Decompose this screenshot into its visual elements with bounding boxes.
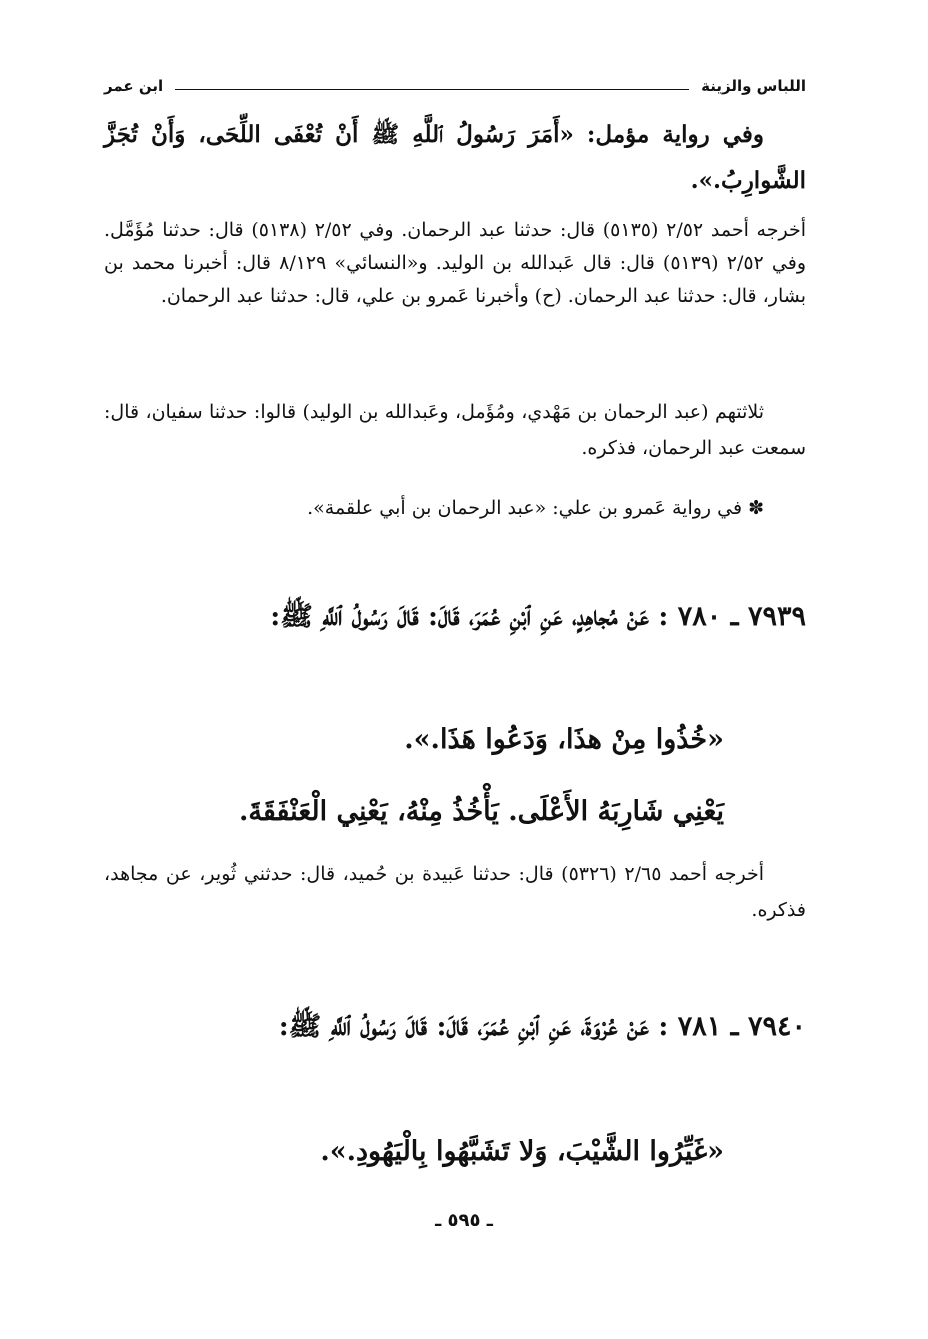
hadith-780-explanation <box>104 782 806 842</box>
hadith-780-explanation-text: يَعْنِي شَارِبَهُ الأَعْلَى. يَأْخُذُ مِنْهُ، يَعْنِي الْعَنْفَقَةَ. <box>238 796 724 827</box>
takhrij-paragraph-1 <box>104 214 806 313</box>
note-paragraph <box>104 490 806 526</box>
takhrij-3-text: أخرجه أحمد ٢/٦٥ (٥٣٢٦) قال: حدثنا عَبيدة بن حُميد، قال: حدثني ثُوير، عن مجاهد، فذكره. <box>104 863 806 921</box>
takhrij-paragraph-2 <box>104 394 806 466</box>
hadith-780-quote-text: «خُذُوا مِنْ هذَا، وَدَعُوا هَذَا.». <box>404 724 724 755</box>
hadith-781-quote <box>104 1124 806 1180</box>
hadith-780-quote <box>104 712 806 768</box>
note-text: ✽ في رواية عَمرو بن علي: «عبد الرحمان بن أبي علقمة». <box>307 497 764 519</box>
intro-text: وفي رواية مؤمل: «أَمَرَ رَسُولُ ٱللَّهِ ﷺ أَنْ تُعْفَى اللِّحَى، وَأَنْ تُجَزَّ الشَّوارِبُ.». <box>104 121 806 194</box>
hadith-781-quote-text: «غَيِّرُوا الشَّيْبَ، وَلا تَشَبَّهُوا بِالْيَهُودِ.». <box>320 1136 724 1167</box>
running-header <box>104 72 806 100</box>
page-number: ـ ٥٩٥ ـ <box>435 1210 493 1231</box>
hadith-780-number: ٧٩٣٩ ـ ٧٨٠ <box>677 601 806 632</box>
takhrij-1-text: أخرجه أحمد ٢/٥٢ (٥١٣٥) قال: حدثنا عبد الرحمان. وفي ٢/٥٢ (٥١٣٨) قال: حدثنا مُؤَمَّل. وفي ٢/٥٢ (٥١٣٩) قال: قال عَبدالله بن الوليد. و«النسائي» ٨/١٢٩ قال: أخبرنا محمد بن بشار، قال: حدثنا عبد الرحمان. (ح) وأخبرنا عَمرو بن علي، قال: حدثنا عبد الرحمان. <box>104 219 806 307</box>
hadith-781 <box>104 994 806 1060</box>
takhrij-paragraph-3 <box>104 856 806 928</box>
narrator-title: ابن عمر <box>104 77 164 95</box>
hadith-781-number: ٧٩٤٠ ـ ٧٨١ <box>677 1011 806 1042</box>
intro-paragraph <box>104 112 806 204</box>
hadith-780 <box>104 584 806 650</box>
takhrij-2-text: ثلاثتهم (عبد الرحمان بن مَهْدي، ومُؤَمل، وعَبدالله بن الوليد) قالوا: حدثنا سفيان، قال: سمعت عبد الرحمان، فذكره. <box>104 401 806 459</box>
header-rule <box>175 89 689 90</box>
hadith-781-text: : عَنْ عُرْوَةَ، عَنِ ٱبْنِ عُمَرَ، قَالَ: قَالَ رَسُولُ ٱللَّهِ ﷺ: <box>278 1011 669 1042</box>
hadith-780-text: : عَنْ مُجاهِدٍ، عَنِ ٱبْنِ عُمَرَ، قَالَ: قَالَ رَسُولُ ٱللَّهِ ﷺ: <box>270 601 669 632</box>
chapter-title: اللباس والزينة <box>701 77 806 95</box>
